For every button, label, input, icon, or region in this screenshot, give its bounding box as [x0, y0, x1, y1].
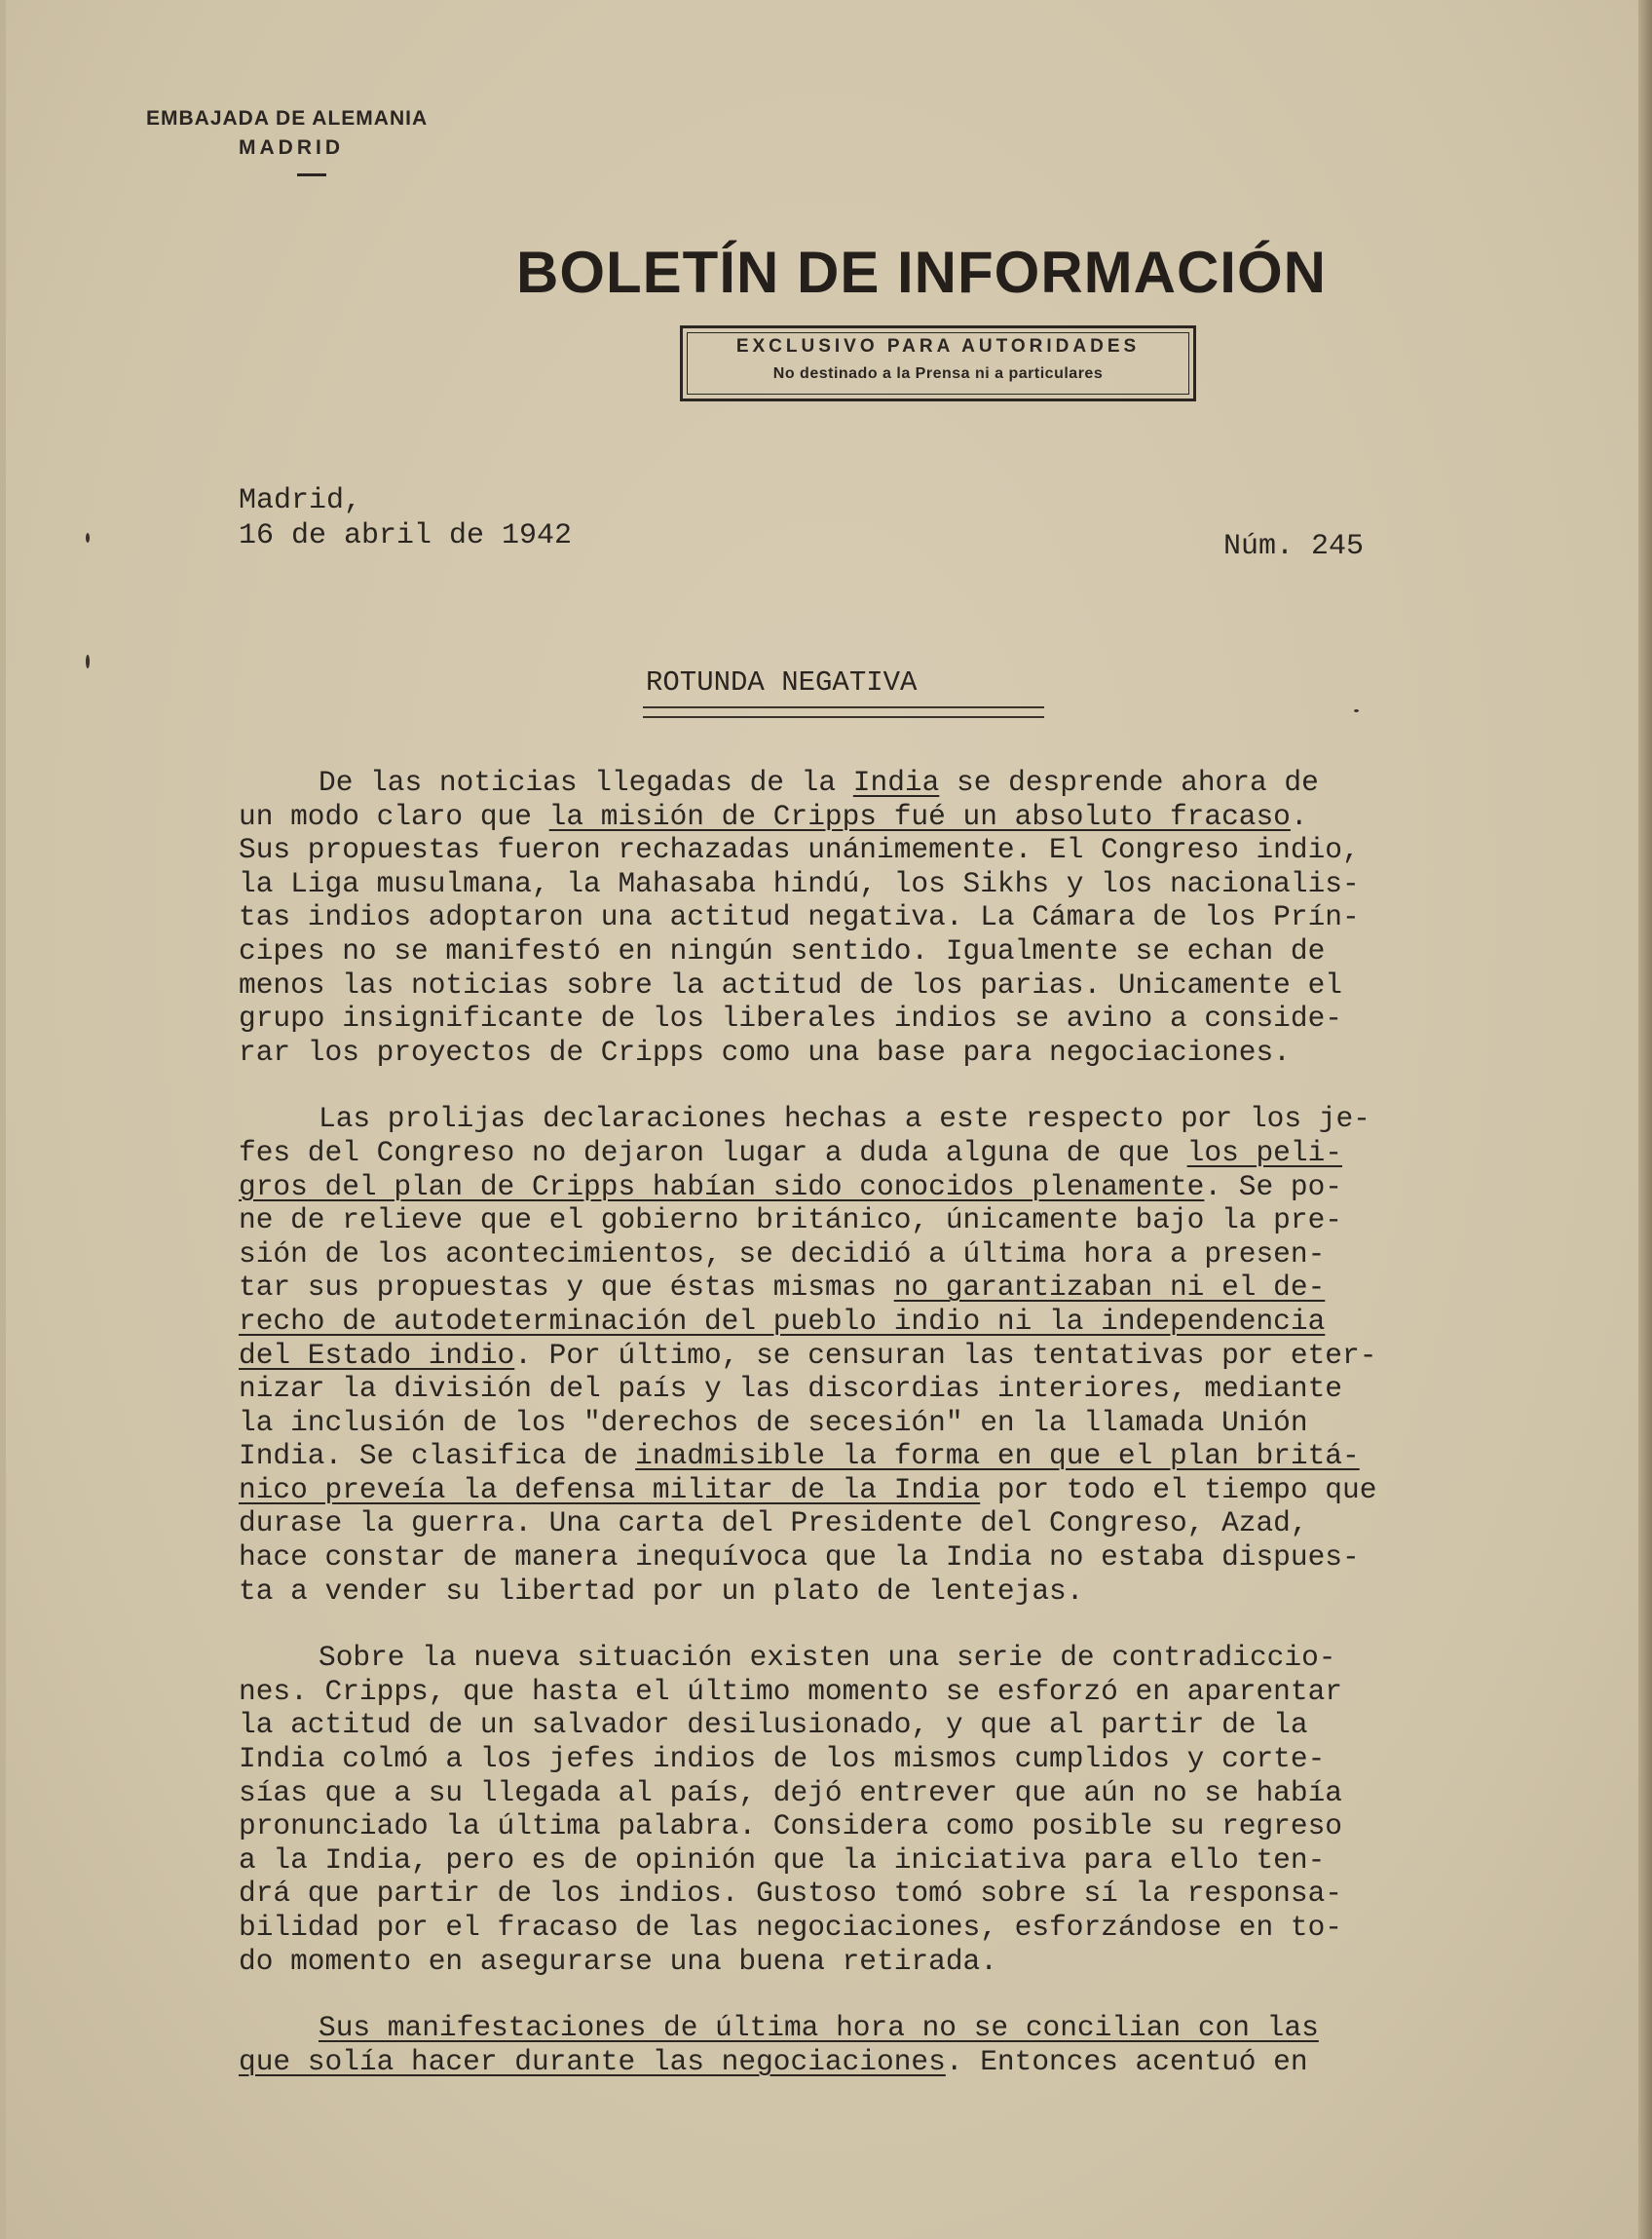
- text-segment: menos las noticias sobre la actitud de los parias. Unicamente el: [239, 968, 1342, 1002]
- text-segment: sión de los acontecimientos, se decidió a última hora a presen-: [239, 1236, 1326, 1271]
- text-line: [239, 1473, 1578, 1507]
- text-line: [239, 766, 1578, 800]
- letterhead-dash: [297, 173, 326, 176]
- text-line: [239, 1102, 1578, 1136]
- underlined-text: gros del plan de Cripps habían sido conocidos plenamente: [239, 1169, 1205, 1203]
- issue-number: Núm. 245: [1223, 530, 1365, 563]
- text-segment: bilidad por el fracaso de las negociaciones, esforzándose en to-: [239, 1911, 1342, 1944]
- text-segment: hace constar de manera inequívoca que la India no estaba dispues-: [239, 1540, 1360, 1575]
- dateline-place: Madrid,: [239, 484, 362, 517]
- text-line: [239, 1708, 1578, 1742]
- text-line: [239, 1203, 1578, 1237]
- text-segment: India. Se clasifica de: [239, 1439, 636, 1473]
- underlined-text: inadmisible la forma en que el plan britá-: [635, 1439, 1360, 1473]
- text-segment: ta a vender su libertad por un plato de lentejas.: [239, 1574, 1084, 1608]
- text-line: [239, 1372, 1578, 1406]
- restriction-stamp: [680, 325, 1196, 401]
- text-line: [239, 1136, 1578, 1170]
- underlined-text: del Estado indio: [239, 1338, 515, 1372]
- text-line: [239, 1911, 1578, 1945]
- article-paragraph: [239, 1102, 1578, 1608]
- text-line: [239, 1809, 1578, 1843]
- text-line: [239, 1641, 1578, 1675]
- text-segment: rar los proyectos de Cripps como una base para negociaciones.: [239, 1035, 1291, 1069]
- embassy-letterhead: [146, 107, 497, 176]
- text-segment: a la India, pero es de opinión que la iniciativa para ello ten-: [239, 1842, 1326, 1877]
- text-line: [239, 968, 1578, 1003]
- text-segment: durase la guerra. Una carta del Presidente del Congreso, Azad,: [239, 1506, 1308, 1540]
- underlined-text: nico preveía la defensa militar de la India: [239, 1472, 981, 1506]
- text-segment: la Liga musulmana, la Mahasaba hindú, los Sikhs y los nacionalis-: [239, 866, 1360, 900]
- text-segment: por todo el tiempo que: [980, 1472, 1377, 1506]
- text-segment: . Entonces acentuó en: [945, 2044, 1308, 2078]
- article-heading: ROTUNDA NEGATIVA: [646, 666, 918, 699]
- text-segment: fes del Congreso no dejaron lugar a duda alguna de que: [239, 1135, 1187, 1169]
- text-segment: .: [1290, 799, 1308, 833]
- underlined-text: los peli-: [1186, 1135, 1342, 1169]
- text-line: [239, 1170, 1578, 1204]
- text-line: [239, 1439, 1578, 1473]
- stamp-distribution-text: No destinado a la Prensa ni a particulares: [772, 365, 1104, 382]
- text-line: [239, 833, 1578, 867]
- text-line: [239, 1742, 1578, 1776]
- dateline-date: 16 de abril de 1942: [239, 519, 573, 552]
- embassy-name: EMBAJADA DE ALEMANIA: [146, 107, 429, 130]
- text-line: [239, 1877, 1578, 1911]
- text-segment: drá que partir de los indios. Gustoso tomó sobre sí la responsa-: [239, 1877, 1342, 1911]
- text-line: [239, 1540, 1578, 1575]
- text-segment: Las prolijas declaraciones hechas a este respecto por los je-: [319, 1102, 1370, 1136]
- text-line: [239, 1406, 1578, 1440]
- text-line: [239, 1271, 1578, 1305]
- text-segment: nes. Cripps, que hasta el último momento se esforzó en aparentar: [239, 1674, 1342, 1708]
- underlined-text: la misión de Cripps fué un absoluto fracaso: [548, 799, 1291, 833]
- text-line: [239, 1002, 1578, 1036]
- text-line: [239, 1575, 1578, 1609]
- text-line: [239, 2045, 1578, 2079]
- text-segment: pronunciado la última palabra. Considera como posible su regreso: [239, 1809, 1342, 1843]
- text-segment: tas indios adoptaron una actitud negativa. La Cámara de los Prín-: [239, 900, 1360, 934]
- text-segment: la actitud de un salvador desilusionado, y que al partir de la: [239, 1708, 1308, 1742]
- article-body: [239, 766, 1578, 2111]
- page-left-edge: [0, 0, 6, 2239]
- text-segment: un modo claro que: [239, 799, 549, 833]
- text-segment: do momento en asegurarse una buena retirada.: [239, 1944, 997, 1978]
- text-line: [239, 1675, 1578, 1709]
- underlined-text: Sus manifestaciones de última hora no se concilian con las: [319, 2011, 1319, 2045]
- article-paragraph: [239, 766, 1578, 1069]
- text-line: [239, 900, 1578, 934]
- text-line: [239, 1339, 1578, 1373]
- text-segment: nizar la división del país y las discordias interiores, mediante: [239, 1372, 1342, 1406]
- stamp-restriction-text: EXCLUSIVO PARA AUTORIDADES: [735, 336, 1141, 357]
- paper-speck: [86, 655, 90, 668]
- text-line: [239, 1305, 1578, 1339]
- text-line: [239, 1843, 1578, 1878]
- text-segment: ne de relieve que el gobierno británico, únicamente bajo la pre-: [239, 1203, 1342, 1237]
- text-segment: India colmó a los jefes indios de los mismos cumplidos y corte-: [239, 1742, 1326, 1776]
- text-segment: tar sus propuestas y que éstas mismas: [239, 1271, 894, 1305]
- page-right-edge: [1638, 0, 1652, 2239]
- dateline: [239, 483, 572, 553]
- underlined-text: que solía hacer durante las negociaciones: [239, 2044, 946, 2078]
- paper-speck: [86, 533, 90, 543]
- text-line: [239, 934, 1578, 968]
- text-segment: . Por último, se censuran las tentativas por eter-: [514, 1338, 1377, 1372]
- text-segment: Sus propuestas fueron rechazadas unánimemente. El Congreso indio,: [239, 833, 1360, 867]
- bulletin-title: BOLETÍN DE INFORMACIÓN: [516, 240, 1327, 305]
- underlined-text: recho de autodeterminación del pueblo indio ni la independencia: [239, 1304, 1326, 1338]
- text-segment: grupo insignificante de los liberales indios se avino a conside-: [239, 1002, 1342, 1036]
- article-paragraph: [239, 1641, 1578, 1978]
- text-line: [239, 867, 1578, 901]
- text-segment: De las noticias llegadas de la: [319, 766, 853, 799]
- text-line: [239, 1506, 1578, 1540]
- text-line: [239, 1945, 1578, 1979]
- text-segment: cipes no se manifestó en ningún sentido. Igualmente se echan de: [239, 933, 1326, 968]
- text-line: [239, 2011, 1578, 2045]
- text-segment: Sobre la nueva situación existen una serie de contradiccio-: [319, 1641, 1336, 1675]
- text-segment: la inclusión de los "derechos de secesión" en la llamada Unión: [239, 1405, 1308, 1439]
- text-line: [239, 1237, 1578, 1271]
- text-line: [239, 1776, 1578, 1810]
- text-segment: . Se po-: [1204, 1169, 1342, 1203]
- text-segment: sías que a su llegada al país, dejó entrever que aún no se había: [239, 1775, 1342, 1809]
- underlined-text: India: [852, 766, 940, 799]
- heading-double-rule: [643, 706, 1044, 718]
- text-line: [239, 1036, 1578, 1070]
- text-line: [239, 800, 1578, 834]
- underlined-text: no garantizaban ni el de-: [893, 1271, 1326, 1305]
- text-segment: se desprende ahora de: [939, 766, 1319, 799]
- article-paragraph: [239, 2011, 1578, 2078]
- embassy-city: MADRID: [239, 136, 344, 159]
- paper-speck: [1354, 709, 1359, 712]
